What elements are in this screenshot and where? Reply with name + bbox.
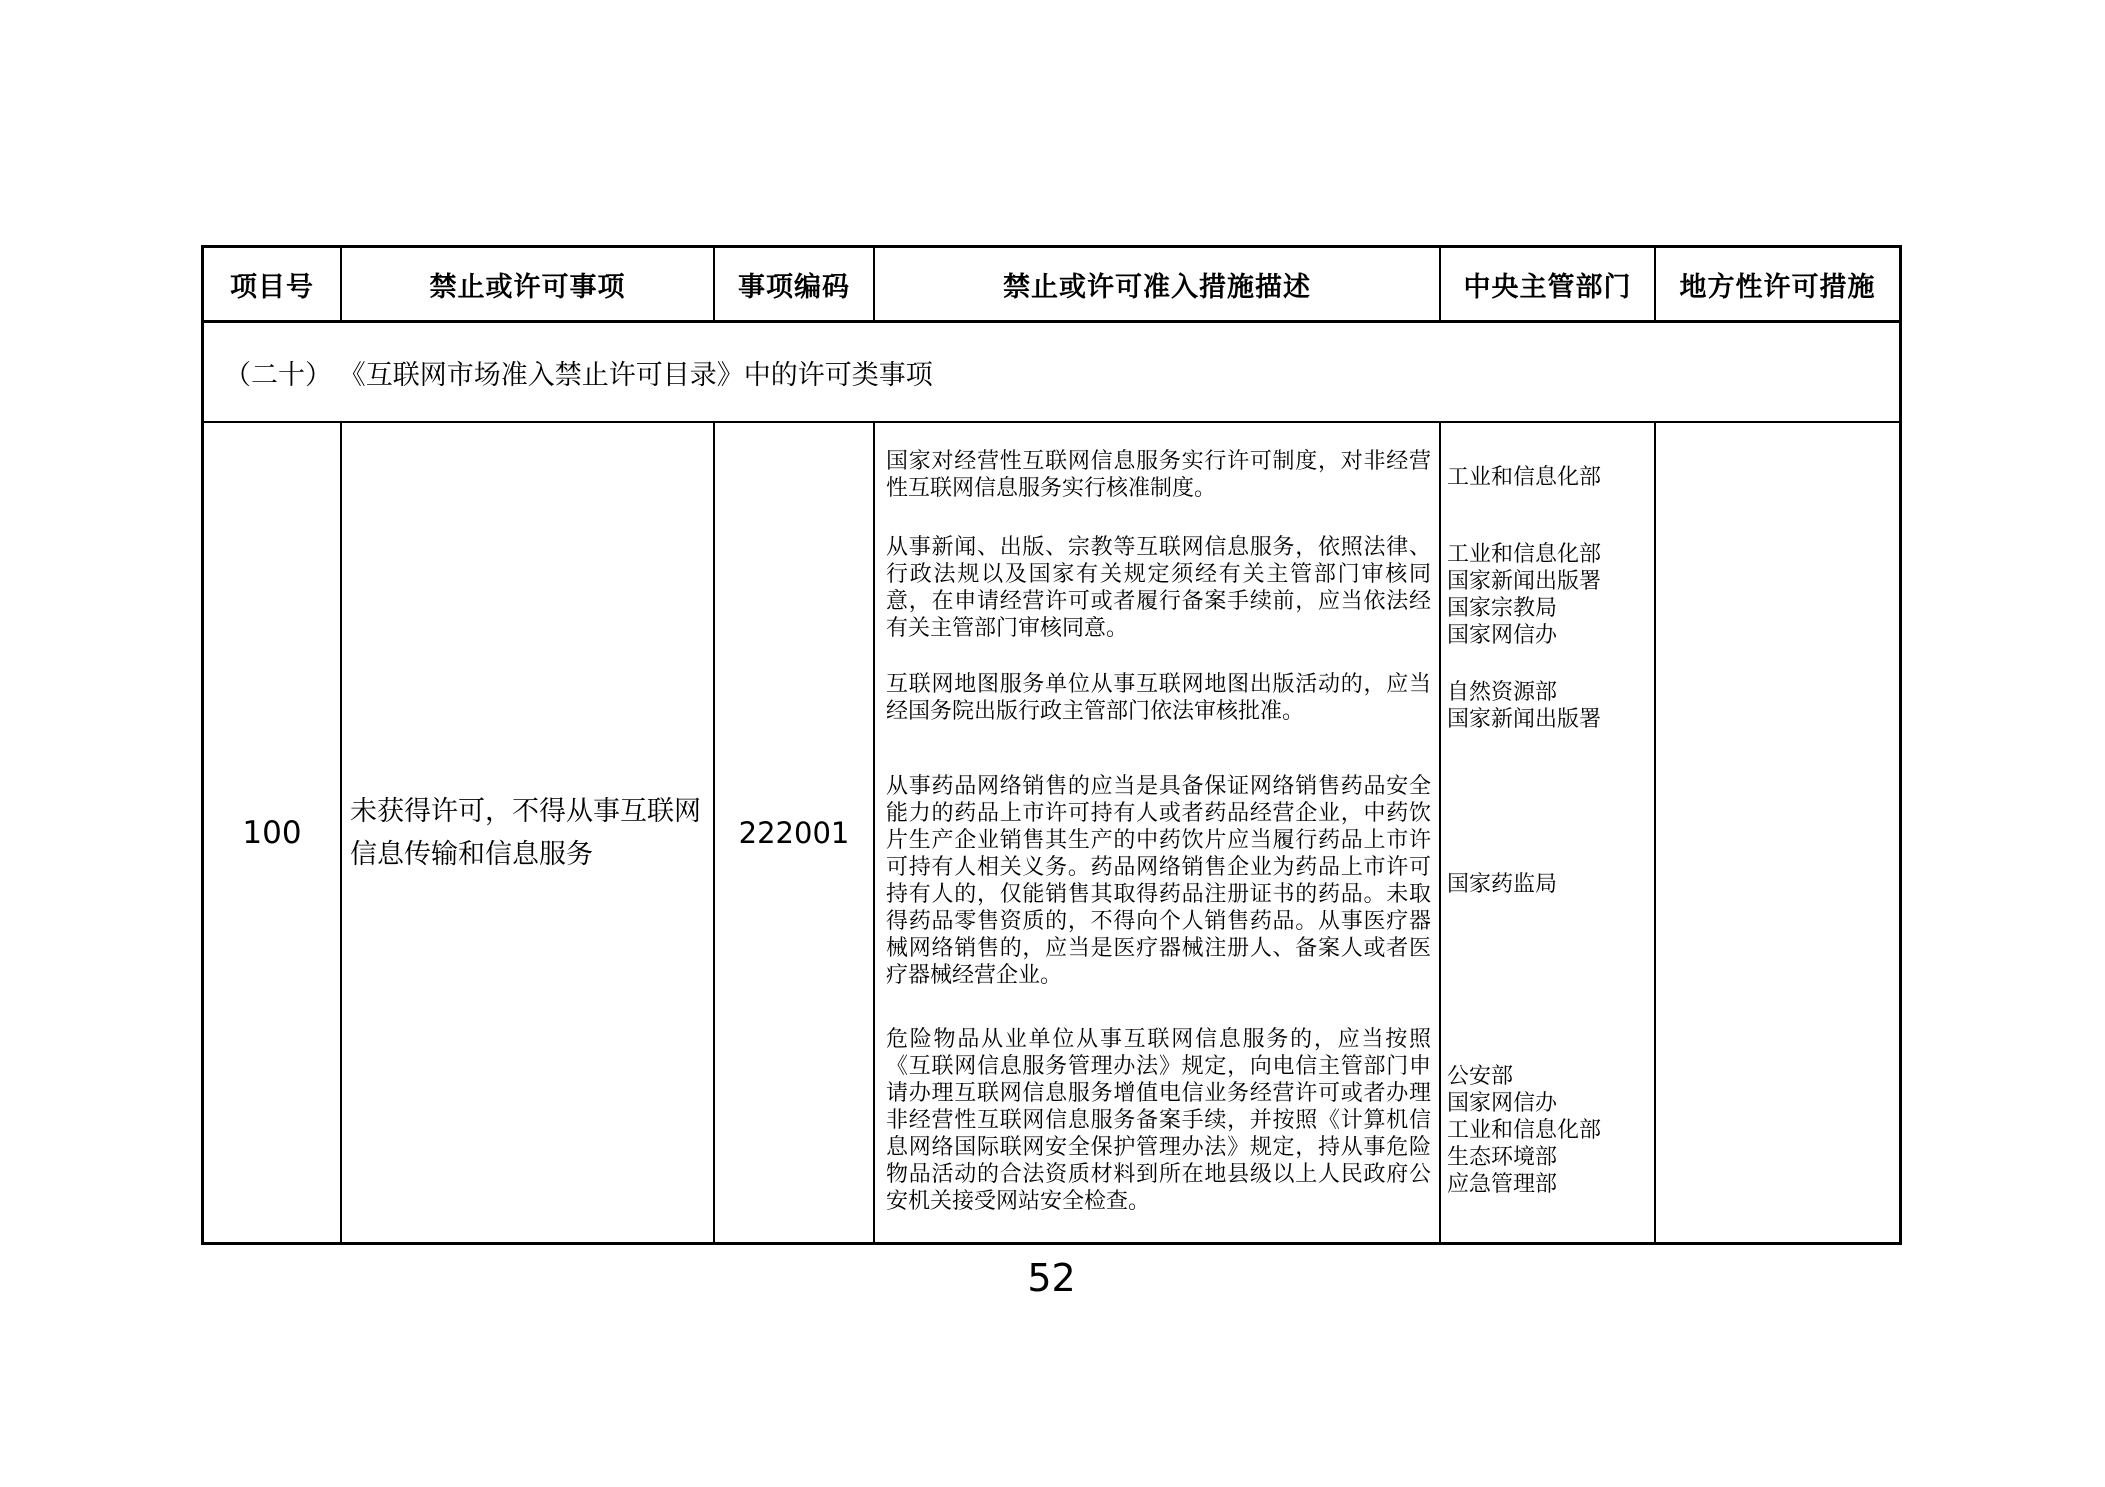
section-title: （二十） 《互联网市场准入禁止许可目录》中的许可类事项 [224,359,933,390]
department-name: 生态环境部 [1447,1144,1558,1169]
measure-paragraph: 国家对经营性互联网信息服务实行许可制度，对非经营性互联网信息服务实行核准制度。 [886,448,1431,500]
header-measure-description: 禁止或许可准入措施描述 [875,248,1441,320]
department-name: 应急管理部 [1447,1171,1558,1196]
cell-central-departments [1441,423,1656,1242]
table-header-row [204,248,1899,323]
cell-local-measures [1656,423,1899,1242]
department-name: 公安部 [1447,1063,1514,1088]
cell-code [715,423,875,1242]
page-number: 52 [1027,1256,1076,1300]
cell-measure-description [875,423,1441,1242]
department-name: 工业和信息化部 [1447,464,1602,489]
matter-text: 未获得许可，不得从事互联网信息传输和信息服务 [350,795,701,869]
item-no-value: 100 [242,814,302,851]
department-group [1447,463,1652,490]
table-row [204,423,1899,1242]
department-name: 自然资源部 [1447,679,1558,704]
department-group [1447,540,1652,648]
measure-paragraph: 从事药品网络销售的应当是具备保证网络销售药品安全能力的药品上市许可持有人或者药品经营企业，中药饮片生产企业销售其生产的中药饮片应当履行药品上市许可持有人相关义务。药品网络销售企业为药品上市许可持有人的，仅能销售其取得药品注册证书的药品。未取得药品零售资质的，不得向个人销售药品。从事医疗器械网络销售的，应当是医疗器械注册人、备案人或者医疗器械经营企业。 [886,773,1431,987]
cell-matter [342,423,715,1242]
cell-item-no [204,423,342,1242]
measure-paragraph: 危险物品从业单位从事互联网信息服务的，应当按照《互联网信息服务管理办法》规定，向电信主管部门申请办理互联网信息服务增值电信业务经营许可或者办理非经营性互联网信息服务备案手续，并按照《计算机信息网络国际联网安全保护管理办法》规定，持从事危险物品活动的合法资质材料到所在地县级以上人民政府公安机关接受网站安全检查。 [886,1026,1431,1213]
department-name: 国家网信办 [1447,1090,1558,1115]
department-group [1447,678,1652,732]
negative-list-table [201,245,1902,1245]
header-local-measures: 地方性许可措施 [1679,271,1876,302]
department-group [1447,1062,1652,1197]
department-name: 国家宗教局 [1447,595,1558,620]
department-group [1447,870,1652,897]
measure-paragraph: 互联网地图服务单位从事互联网地图出版活动的，应当经国务院出版行政主管部门依法审核批准。 [886,671,1431,723]
header-item-no: 项目号 [204,248,342,320]
department-name: 工业和信息化部 [1447,541,1602,566]
department-name: 国家网信办 [1447,622,1558,647]
department-name: 国家药监局 [1447,871,1558,896]
measure-paragraph: 从事新闻、出版、宗教等互联网信息服务，依照法律、行政法规以及国家有关规定须经有关主管部门审核同意，在申请经营许可或者履行备案手续前，应当依法经有关主管部门审核同意。 [886,534,1431,640]
code-value: 222001 [738,815,850,850]
department-name: 工业和信息化部 [1447,1117,1602,1142]
header-matter: 禁止或许可事项 [342,248,715,320]
department-name: 国家新闻出版署 [1447,706,1602,731]
header-central-department: 中央主管部门 [1441,248,1656,320]
section-title-row [204,323,1899,423]
department-name: 国家新闻出版署 [1447,568,1602,593]
header-code: 事项编码 [715,248,875,320]
